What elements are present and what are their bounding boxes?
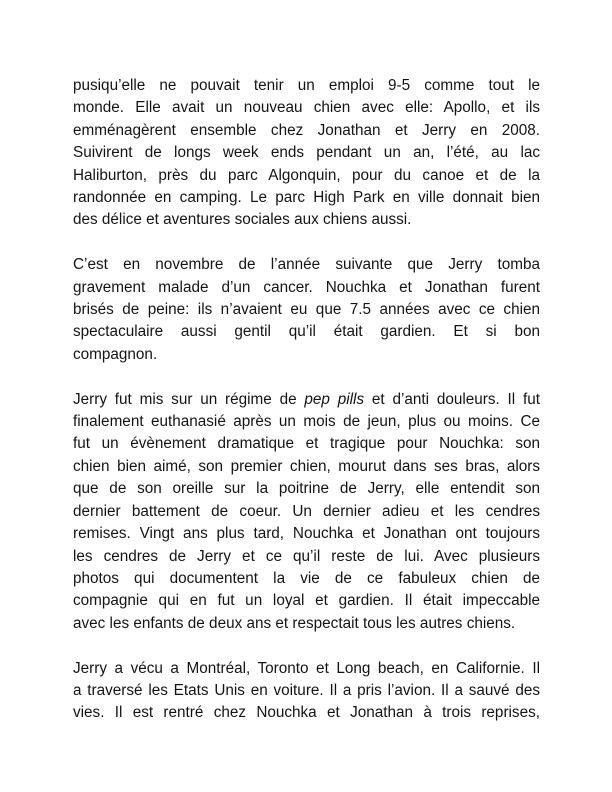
text-line: photos qui documentent la vie de ce fabuleux chien de [73,569,540,587]
paragraph-3 [73,389,540,635]
paragraph-4 [73,658,540,725]
text-line: vies. Il est rentré chez Nouchka et Jonathan à trois reprises, [73,704,540,722]
text-line: C’est en novembre de l’année suivante que Jerry tomba [73,256,540,274]
body-text [73,75,540,747]
text-line: les cendres de Jerry et ce qu’il reste de lui. Avec plusieurs [73,547,540,565]
text-line: randonnée en camping. Le parc High Park en ville donnait bien [73,189,540,207]
paragraph-1 [73,75,540,232]
text-line: chien bien aimé, son premier chien, mourut dans ses bras, alors [73,457,540,475]
paragraph-2 [73,254,540,366]
text-run: et d’anti douleurs. Il fut [364,390,540,408]
text-line: que de son oreille sur la poitrine de Jerry, elle entendit son [73,480,540,498]
text-line: remises. Vingt ans plus tard, Nouchka et Jonathan ont toujours [73,525,540,543]
text-run: Jerry fut mis sur un régime de [73,390,305,408]
text-line: monde. Elle avait un nouveau chien avec elle: Apollo, et ils [73,99,540,117]
text-line: Suivirent de longs week ends pendant un an, l’été, au lac [73,144,540,162]
text-line: pusiqu’elle ne pouvait tenir un emploi 9-5 comme tout le [73,77,540,94]
text-line: Jerry a vécu a Montréal, Toronto et Long beach, en Californie. Il [73,659,540,677]
text-line: finalement euthanasié après un mois de jeun, plus ou moins. Ce [73,413,540,431]
text-line: gravement malade d’un cancer. Nouchka et Jonathan furent [73,278,540,296]
text-line: fut un évènement dramatique et tragique pour Nouchka: son [73,435,540,453]
text-line: brisés de peine: ils n’avaient eu que 7.5 années avec ce chien [73,301,540,319]
text-line: compagnie qui en fut un loyal et gardien. Il était impeccable [73,592,540,610]
text-line: emménagèrent ensemble chez Jonathan et Jerry en 2008. [73,121,540,139]
text-line: compagnon. [73,345,158,363]
text-line: spectaculaire aussi gentil qu’il était gardien. Et si bon [73,323,540,341]
italic-term: pep pills [304,390,365,408]
text-line: dernier battement de coeur. Un dernier adieu et les cendres [73,502,540,520]
text-line: Haliburton, près du parc Algonquin, pour du canoe et de la [73,166,540,184]
text-line: des délice et aventures sociales aux chiens aussi. [73,211,412,229]
text-line: a traversé les Etats Unis en voiture. Il a pris l’avion. Il a sauvé des [73,681,540,699]
text-line: avec les enfants de deux ans et respectait tous les autres chiens. [73,614,516,632]
text-line [73,389,540,411]
